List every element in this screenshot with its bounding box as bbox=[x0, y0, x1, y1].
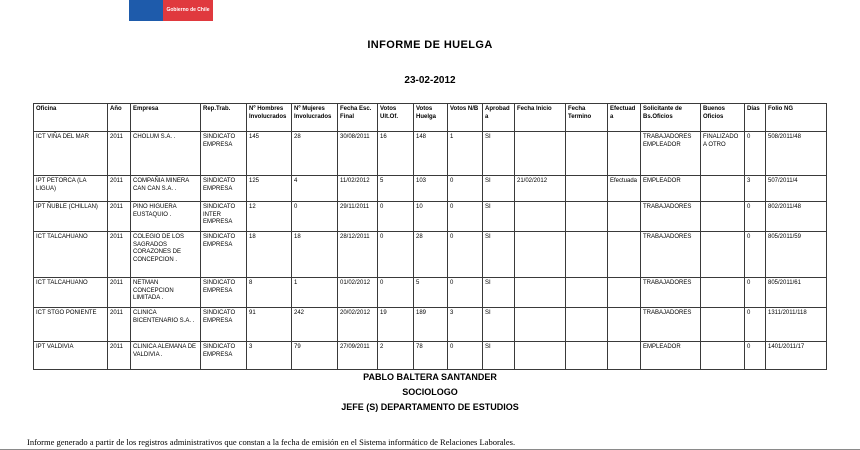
table-cell: 1311/2011/118 bbox=[766, 308, 827, 342]
table-cell: 0 bbox=[448, 278, 483, 308]
table-cell: 12 bbox=[247, 202, 292, 232]
column-header: Fecha Inicio bbox=[515, 104, 566, 132]
table-cell: 0 bbox=[745, 202, 766, 232]
signature-role: SOCIOLOGO bbox=[402, 387, 458, 397]
table-cell bbox=[701, 342, 745, 370]
table-row bbox=[34, 278, 827, 308]
column-header: Votos Ult.Of. bbox=[378, 104, 414, 132]
logo-red-banner bbox=[163, 0, 213, 21]
table-row bbox=[34, 342, 827, 370]
table-cell: EMPLEADOR bbox=[641, 176, 701, 202]
table-cell: 0 bbox=[745, 308, 766, 342]
table-cell: 1401/2011/17 bbox=[766, 342, 827, 370]
table-cell: 29/11/2011 bbox=[338, 202, 378, 232]
table-cell: 0 bbox=[448, 176, 483, 202]
table-cell bbox=[608, 202, 641, 232]
table-cell: 27/09/2011 bbox=[338, 342, 378, 370]
table-cell bbox=[701, 232, 745, 278]
table-cell bbox=[608, 132, 641, 176]
table-cell bbox=[608, 278, 641, 308]
column-header: Oficina bbox=[34, 104, 108, 132]
table-cell: FINALIZADO A OTRO bbox=[701, 132, 745, 176]
table-cell: SINDICATO EMPRESA bbox=[201, 308, 247, 342]
column-header: Nº Mujeres Involucrados bbox=[292, 104, 338, 132]
table-row bbox=[34, 232, 827, 278]
table-cell: 0 bbox=[745, 232, 766, 278]
table-cell: 242 bbox=[292, 308, 338, 342]
table-cell: 0 bbox=[292, 202, 338, 232]
column-header: Empresa bbox=[131, 104, 201, 132]
table-cell: SI bbox=[483, 342, 515, 370]
signature-position: JEFE (S) DEPARTAMENTO DE ESTUDIOS bbox=[341, 402, 519, 412]
table-cell: CLINICA ALEMANA DE VALDIVIA . bbox=[131, 342, 201, 370]
table-cell: ICT TALCAHUANO bbox=[34, 278, 108, 308]
column-header: Rep.Trab. bbox=[201, 104, 247, 132]
signature-block bbox=[0, 372, 860, 417]
table-cell: 103 bbox=[414, 176, 448, 202]
column-header: Días bbox=[745, 104, 766, 132]
table-cell: 5 bbox=[414, 278, 448, 308]
table-cell: 2011 bbox=[108, 342, 131, 370]
table-cell: 189 bbox=[414, 308, 448, 342]
table-cell: 805/2011/61 bbox=[766, 278, 827, 308]
table-cell bbox=[515, 342, 566, 370]
table-cell: 507/2011/4 bbox=[766, 176, 827, 202]
column-header: Folio NG bbox=[766, 104, 827, 132]
table-cell: IPT VALDIVIA bbox=[34, 342, 108, 370]
column-header: Nº Hombres Involucrados bbox=[247, 104, 292, 132]
table-cell: 2011 bbox=[108, 278, 131, 308]
table-cell: 3 bbox=[448, 308, 483, 342]
table-cell: 125 bbox=[247, 176, 292, 202]
table-cell: TRABAJADORES bbox=[641, 202, 701, 232]
table-cell: 2011 bbox=[108, 132, 131, 176]
table-cell: EMPLEADOR bbox=[641, 342, 701, 370]
table-cell: 0 bbox=[378, 278, 414, 308]
table-cell: 18 bbox=[292, 232, 338, 278]
table-cell: 0 bbox=[378, 232, 414, 278]
table-cell bbox=[608, 232, 641, 278]
column-header: Aprobada bbox=[483, 104, 515, 132]
table-row bbox=[34, 132, 827, 176]
report-date: 23-02-2012 bbox=[404, 75, 456, 86]
table-cell: ICT TALCAHUANO bbox=[34, 232, 108, 278]
table-row bbox=[34, 308, 827, 342]
report-title: INFORME DE HUELGA bbox=[367, 39, 493, 51]
table-cell: 3 bbox=[247, 342, 292, 370]
table-cell: 5 bbox=[378, 176, 414, 202]
table-cell: 0 bbox=[448, 202, 483, 232]
table-cell: 2011 bbox=[108, 308, 131, 342]
table-cell: 20/02/2012 bbox=[338, 308, 378, 342]
table-cell bbox=[701, 278, 745, 308]
table-cell: 10 bbox=[414, 202, 448, 232]
table-cell bbox=[566, 132, 608, 176]
table-cell: SI bbox=[483, 202, 515, 232]
table-cell: SI bbox=[483, 278, 515, 308]
table-cell: 28 bbox=[414, 232, 448, 278]
table-cell: SI bbox=[483, 308, 515, 342]
table-cell bbox=[515, 308, 566, 342]
table-cell: 18 bbox=[247, 232, 292, 278]
table-cell: COLEGIO DE LOS SAGRADOS CORAZONES DE CONCEPCION . bbox=[131, 232, 201, 278]
table-cell: 30/08/2011 bbox=[338, 132, 378, 176]
table-cell bbox=[566, 232, 608, 278]
column-header: Buenos Oficios bbox=[701, 104, 745, 132]
table-cell: CLINICA BICENTENARIO S.A. . bbox=[131, 308, 201, 342]
table-cell bbox=[608, 342, 641, 370]
table-cell: 2011 bbox=[108, 176, 131, 202]
column-header: Fecha Termino bbox=[566, 104, 608, 132]
table-cell bbox=[566, 278, 608, 308]
table-cell: 2011 bbox=[108, 202, 131, 232]
table-cell: 0 bbox=[745, 342, 766, 370]
column-header: Votos N/B bbox=[448, 104, 483, 132]
table-cell: 78 bbox=[414, 342, 448, 370]
table-cell: 0 bbox=[745, 278, 766, 308]
table-cell: 0 bbox=[745, 132, 766, 176]
strike-report-table bbox=[33, 103, 827, 370]
table-cell: 2 bbox=[378, 342, 414, 370]
table-cell: 802/2011/48 bbox=[766, 202, 827, 232]
table-cell: 91 bbox=[247, 308, 292, 342]
table-cell: 28/12/2011 bbox=[338, 232, 378, 278]
table-cell: 0 bbox=[378, 202, 414, 232]
signature-name: PABLO BALTERA SANTANDER bbox=[363, 372, 497, 382]
table-header-row bbox=[34, 104, 827, 132]
table-row bbox=[34, 176, 827, 202]
gobierno-de-chile-logo bbox=[129, 0, 213, 21]
table-cell bbox=[566, 176, 608, 202]
table-cell: IPT PETORCA (LA LIGUA) bbox=[34, 176, 108, 202]
table-cell: SINDICATO INTER EMPRESA bbox=[201, 202, 247, 232]
table-cell bbox=[701, 176, 745, 202]
table-cell: 28 bbox=[292, 132, 338, 176]
table-cell: 2011 bbox=[108, 232, 131, 278]
table-cell: 21/02/2012 bbox=[515, 176, 566, 202]
table-cell: 11/02/2012 bbox=[338, 176, 378, 202]
table-cell: ICT STGO PONIENTE bbox=[34, 308, 108, 342]
table-cell: 508/2011/48 bbox=[766, 132, 827, 176]
table-cell: SINDICATO EMPRESA bbox=[201, 232, 247, 278]
table-cell: TRABAJADORES bbox=[641, 308, 701, 342]
table-cell: CHOLUM S.A. . bbox=[131, 132, 201, 176]
report-footnote: Informe generado a partir de los registros administrativos que constan a la fecha de emisión en el Sistema informático de Relaciones Laborales. bbox=[27, 437, 516, 447]
table-cell bbox=[701, 202, 745, 232]
table-cell: 0 bbox=[448, 342, 483, 370]
table-cell: 145 bbox=[247, 132, 292, 176]
table-cell bbox=[566, 342, 608, 370]
table-cell: TRABAJADORES EMPLEADOR bbox=[641, 132, 701, 176]
logo-text: Gobierno de Chile bbox=[166, 7, 210, 13]
column-header: Efectuada bbox=[608, 104, 641, 132]
table-cell: 16 bbox=[378, 132, 414, 176]
table-cell: COMPAÑIA MINERA CAN CAN S.A. . bbox=[131, 176, 201, 202]
table-cell: SI bbox=[483, 176, 515, 202]
table-cell: 19 bbox=[378, 308, 414, 342]
table-cell: TRABAJADORES bbox=[641, 278, 701, 308]
column-header: Fecha Esc. Final bbox=[338, 104, 378, 132]
table-cell bbox=[566, 308, 608, 342]
table-cell: SI bbox=[483, 232, 515, 278]
table-cell bbox=[515, 132, 566, 176]
logo-blue-square bbox=[129, 0, 163, 21]
table-cell: 1 bbox=[448, 132, 483, 176]
table-cell: NETMAN CONCEPCION LIMITADA . bbox=[131, 278, 201, 308]
table-row bbox=[34, 202, 827, 232]
table-cell: 4 bbox=[292, 176, 338, 202]
table-cell: SINDICATO EMPRESA bbox=[201, 278, 247, 308]
table-cell: SINDICATO EMPRESA bbox=[201, 176, 247, 202]
column-header: Año bbox=[108, 104, 131, 132]
table-cell: SINDICATO EMPRESA bbox=[201, 342, 247, 370]
table-cell: TRABAJADORES bbox=[641, 232, 701, 278]
table-cell: 805/2011/59 bbox=[766, 232, 827, 278]
table-body bbox=[34, 132, 827, 370]
table-cell bbox=[515, 278, 566, 308]
table-cell: 1 bbox=[292, 278, 338, 308]
table-cell: ICT VIÑA DEL MAR bbox=[34, 132, 108, 176]
table-cell: 3 bbox=[745, 176, 766, 202]
table-cell bbox=[515, 202, 566, 232]
table-cell: 148 bbox=[414, 132, 448, 176]
table-cell: SI bbox=[483, 132, 515, 176]
table-cell: 0 bbox=[448, 232, 483, 278]
column-header: Votos Huelga bbox=[414, 104, 448, 132]
table-cell bbox=[566, 202, 608, 232]
table-cell: 79 bbox=[292, 342, 338, 370]
table-cell: Efectuada bbox=[608, 176, 641, 202]
table-cell bbox=[701, 308, 745, 342]
table-cell: SINDICATO EMPRESA bbox=[201, 132, 247, 176]
table-cell: IPT ÑUBLE (CHILLAN) bbox=[34, 202, 108, 232]
table-cell: 8 bbox=[247, 278, 292, 308]
column-header: Solicitante de Bs.Oficios bbox=[641, 104, 701, 132]
table-cell: PINO HIGUERA EUSTAQUIO . bbox=[131, 202, 201, 232]
table-cell bbox=[515, 232, 566, 278]
table-cell bbox=[608, 308, 641, 342]
table-cell: 01/02/2012 bbox=[338, 278, 378, 308]
